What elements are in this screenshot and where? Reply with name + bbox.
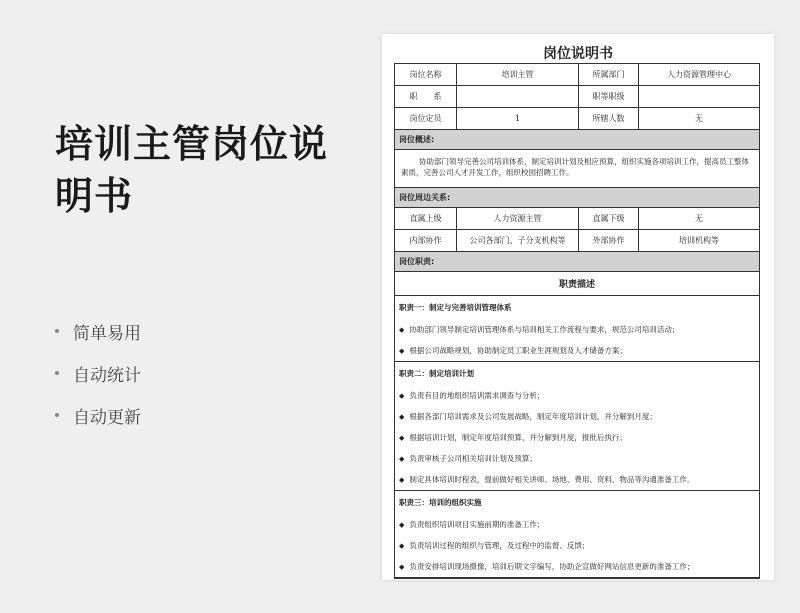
table-row (395, 64, 759, 86)
section-header-duties: 岗位职责: (395, 252, 759, 272)
table-row (395, 86, 759, 108)
overview-text: 协助部门领导完善公司培训体系，制定培训计划及相应预算，组织实施各项培训工作，提高员工整体素质，完善公司人才开发工作，组织校园招聘工作。 (395, 150, 759, 188)
duties-description-header: 职责描述 (395, 272, 759, 296)
table-cell: 所辖人数 (579, 108, 639, 129)
section-header-relations: 岗位周边关系: (395, 188, 759, 208)
duty-item-text: 根据培训计划，制定年度培训预算，并分解到月度，报批后执行； (409, 433, 627, 442)
duty-item-text: 负责培训过程的组织与管理，及过程中的监督、反馈； (409, 541, 590, 550)
duty-item-text: 负责有目的地组织培训需求调查与分析； (409, 391, 545, 400)
feature-item (55, 310, 141, 352)
table-row (395, 230, 759, 252)
table-cell: 直属上级 (395, 208, 457, 229)
bullet-dot (55, 413, 59, 417)
promo-title: 培训主管岗位说明书 (55, 122, 329, 218)
table-cell: 人力资源主管 (457, 208, 579, 229)
table-cell: 直属下级 (579, 208, 639, 229)
list-item (395, 385, 759, 406)
document-title: 岗位说明书 (543, 46, 613, 62)
list-item (395, 448, 759, 469)
feature-label: 简单易用 (73, 323, 141, 344)
table-row (395, 108, 759, 130)
duty-item-text: 负责组织培训项目实施前期的准备工作； (409, 520, 545, 529)
list-item (395, 340, 759, 361)
table-cell: 无 (695, 214, 703, 223)
table-cell: 外部协作 (579, 230, 639, 251)
duty-title: 职责一：制定与完善培训管理体系 (399, 303, 512, 312)
feature-item (55, 352, 141, 394)
table-cell: 职 系 (395, 86, 457, 107)
duty-block (395, 362, 759, 491)
bullet-dot (55, 371, 59, 375)
feature-item (55, 394, 141, 436)
diamond-bullet-icon: ◆ (399, 454, 405, 463)
table-cell: 内部协作 (395, 230, 457, 251)
list-item (395, 406, 759, 427)
table-cell (457, 86, 579, 107)
diamond-bullet-icon: ◆ (399, 412, 405, 421)
list-item (395, 469, 759, 490)
table-cell: 培训机构等 (679, 236, 719, 245)
duty-item-text: 根据各部门培训需求及公司发展战略，制定年度培训计划，并分解到月度； (409, 412, 657, 421)
diamond-bullet-icon: ◆ (399, 325, 405, 334)
table-cell: 岗位名称 (395, 64, 457, 85)
bullet-dot (55, 329, 59, 333)
duty-item-text: 根据公司战略规划，协助制定员工职业生涯规划及人才储备方案； (409, 346, 627, 355)
table-cell: 所属部门 (579, 64, 639, 85)
list-item (395, 427, 759, 448)
diamond-bullet-icon: ◆ (399, 475, 405, 484)
diamond-bullet-icon: ◆ (399, 346, 405, 355)
table-cell: 职等职级 (579, 86, 639, 107)
feature-label: 自动统计 (73, 365, 141, 386)
table-cell: 公司各部门、子分支机构等 (457, 230, 579, 251)
duty-block (395, 296, 759, 362)
duty-title: 职责二：制定培训计划 (399, 369, 474, 378)
diamond-bullet-icon: ◆ (399, 562, 405, 571)
table-cell: 人力资源管理中心 (667, 70, 731, 79)
table-cell: 培训主管 (457, 64, 579, 85)
table-cell: 1 (457, 108, 579, 129)
table-cell (639, 86, 759, 107)
duty-item-text: 负责审核子公司相关培训计划及预算； (409, 454, 537, 463)
diamond-bullet-icon: ◆ (399, 433, 405, 442)
job-description-table (394, 63, 760, 579)
list-item (395, 556, 759, 577)
table-cell: 岗位定员 (395, 108, 457, 129)
duty-item-text: 协助部门领导制定培训管理体系与培训相关工作流程与要求，规范公司培训活动； (409, 325, 680, 334)
diamond-bullet-icon: ◆ (399, 391, 405, 400)
section-header-overview: 岗位概述: (395, 130, 759, 150)
document-preview (382, 34, 774, 580)
list-item (395, 535, 759, 556)
table-row (395, 208, 759, 230)
feature-label: 自动更新 (73, 407, 141, 428)
list-item (395, 514, 759, 535)
diamond-bullet-icon: ◆ (399, 541, 405, 550)
diamond-bullet-icon: ◆ (399, 520, 405, 529)
duty-block (395, 491, 759, 578)
duty-title: 职责三：培训的组织实施 (399, 498, 482, 507)
duty-item-text: 负责安排培训现场摄像，培训后期文字编写，协助企宣做好网站信息更新的准备工作； (409, 562, 695, 571)
duty-item-text: 制定具体培训时程表，提前做好相关讲师、场地、费用、资料、物品等沟通准备工作。 (409, 475, 695, 484)
list-item (395, 319, 759, 340)
feature-list (55, 310, 141, 436)
table-cell: 无 (695, 114, 703, 123)
